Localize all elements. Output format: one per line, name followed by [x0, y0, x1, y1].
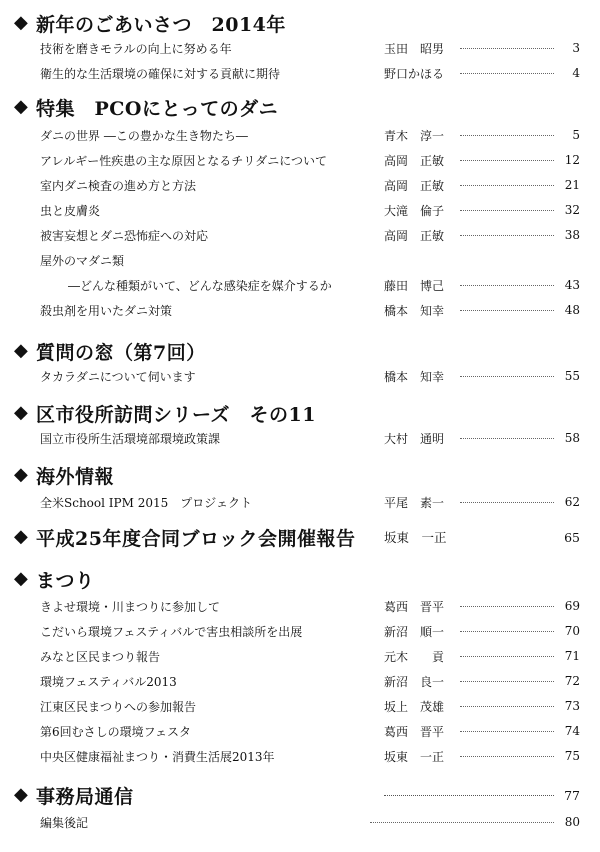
- section-heading[interactable]: [14, 336, 580, 366]
- entry-author: 玉田 昭男: [384, 41, 445, 56]
- toc-entry[interactable]: [40, 492, 580, 512]
- leader-dots: [460, 681, 554, 682]
- toc-entry[interactable]: [40, 38, 580, 58]
- entry-title: ―どんな種類がいて、どんな感染症を媒介するか: [68, 278, 332, 293]
- entry-page-number: 75: [564, 749, 580, 763]
- leader-dots: [460, 438, 554, 439]
- entry-title: 編集後記: [40, 815, 89, 830]
- section-title: 事務局通信: [36, 785, 134, 808]
- entry-page-number: 71: [564, 649, 580, 663]
- entry-title: 室内ダニ検査の進め方と方法: [40, 178, 197, 193]
- section-page-number: 65: [564, 529, 580, 545]
- entry-title: 被害妄想とダニ恐怖症への対応: [40, 228, 209, 243]
- diamond-bullet-icon: ◆: [14, 96, 28, 117]
- leader-dots: [460, 235, 554, 236]
- entry-page-number: 43: [564, 278, 580, 292]
- entry-author: 大滝 倫子: [384, 203, 445, 218]
- leader-dots: [460, 310, 554, 311]
- section-heading[interactable]: [14, 8, 580, 38]
- diamond-bullet-icon: ◆: [14, 568, 28, 589]
- entry-title: 全米School IPM 2015 プロジェクト: [40, 495, 252, 510]
- leader-dots: [460, 135, 554, 136]
- entry-author: 高岡 正敏: [384, 153, 445, 168]
- diamond-bullet-icon: ◆: [14, 526, 28, 547]
- diamond-bullet-icon: ◆: [14, 784, 28, 805]
- entry-author: 野口かほる: [384, 66, 445, 81]
- entry-title: 屋外のマダニ類: [40, 253, 125, 268]
- entry-author: 高岡 正敏: [384, 178, 445, 193]
- toc-entry[interactable]: [40, 696, 580, 716]
- toc-entry[interactable]: [40, 721, 580, 741]
- entry-author: 青木 淳一: [384, 128, 445, 143]
- diamond-bullet-icon: ◆: [14, 340, 28, 361]
- section-page-number: 77: [564, 787, 580, 803]
- entry-author: 大村 通明: [384, 431, 445, 446]
- section-title: 新年のごあいさつ 2014年: [36, 13, 286, 36]
- section-heading[interactable]: [14, 780, 580, 810]
- entry-page-number: 4: [572, 66, 580, 80]
- section-heading[interactable]: [14, 564, 580, 594]
- toc-entry[interactable]: [40, 671, 580, 691]
- entry-title: 環境フェスティバル2013: [40, 674, 177, 689]
- leader-dots: [460, 210, 554, 211]
- entry-page-number: 74: [564, 724, 580, 738]
- entry-page-number: 38: [564, 228, 580, 242]
- entry-author: 葛西 晋平: [384, 724, 445, 739]
- section-title: 平成25年度合同ブロック会開催報告: [36, 527, 356, 550]
- entry-title: 衛生的な生活環境の確保に対する貢献に期待: [40, 66, 281, 81]
- entry-author: 新沼 良一: [384, 674, 445, 689]
- entry-page-number: 73: [564, 699, 580, 713]
- entry-author: 新沼 順一: [384, 624, 445, 639]
- leader-dots: [460, 285, 554, 286]
- entry-title: きよせ環境・川まつりに参加して: [40, 599, 221, 614]
- leader-dots: [460, 756, 554, 757]
- toc-entry[interactable]: [40, 275, 580, 295]
- entry-author: 葛西 晋平: [384, 599, 445, 614]
- entry-page-number: 69: [564, 599, 580, 613]
- section-heading[interactable]: [14, 92, 580, 122]
- entry-title: 中央区健康福祉まつり・消費生活展2013年: [40, 749, 275, 764]
- toc-entry[interactable]: [40, 250, 580, 270]
- diamond-bullet-icon: ◆: [14, 12, 28, 33]
- toc-entry[interactable]: [40, 428, 580, 448]
- section-heading[interactable]: [14, 460, 580, 490]
- section-heading[interactable]: [14, 522, 580, 552]
- entry-title: 殺虫剤を用いたダニ対策: [40, 303, 173, 318]
- leader-dots: [460, 185, 554, 186]
- entry-page-number: 80: [564, 815, 580, 829]
- toc-entry[interactable]: [40, 175, 580, 195]
- toc-entry[interactable]: [40, 200, 580, 220]
- diamond-bullet-icon: ◆: [14, 402, 28, 423]
- diamond-bullet-icon: ◆: [14, 464, 28, 485]
- entry-title: 虫と皮膚炎: [40, 203, 101, 218]
- section-author: 坂東 一正: [384, 530, 447, 545]
- entry-author: 橋本 知幸: [384, 369, 445, 384]
- entry-page-number: 55: [564, 369, 580, 383]
- section-title: 海外情報: [36, 465, 115, 488]
- entry-page-number: 32: [564, 203, 580, 217]
- toc-entry[interactable]: [40, 646, 580, 666]
- entry-page-number: 12: [564, 153, 580, 167]
- entry-title: みなと区民まつり報告: [40, 649, 161, 664]
- toc-entry[interactable]: [40, 366, 580, 386]
- leader-dots: [460, 502, 554, 503]
- leader-dots: [460, 376, 554, 377]
- entry-author: 元木 貢: [384, 649, 445, 664]
- section-title: 質問の窓（第7回）: [36, 341, 206, 364]
- toc-entry[interactable]: [40, 150, 580, 170]
- entry-author: 平尾 素一: [384, 495, 445, 510]
- leader-dots: [460, 656, 554, 657]
- entry-author: 藤田 博己: [384, 278, 445, 293]
- entry-author: 橋本 知幸: [384, 303, 445, 318]
- toc-entry[interactable]: [40, 596, 580, 616]
- toc-entry[interactable]: [40, 125, 580, 145]
- section-heading[interactable]: [14, 398, 580, 428]
- entry-title: 技術を磨きモラルの向上に努める年: [40, 41, 232, 56]
- leader-dots: [460, 160, 554, 161]
- entry-page-number: 3: [572, 41, 580, 55]
- toc-entry[interactable]: [40, 812, 580, 832]
- entry-page-number: 5: [572, 128, 580, 142]
- entry-title: こだいら環境フェスティバルで害虫相談所を出展: [40, 624, 303, 639]
- leader-dots: [460, 631, 554, 632]
- leader-dots: [460, 73, 554, 74]
- entry-title: タカラダニについて伺います: [40, 369, 196, 384]
- entry-page-number: 58: [564, 431, 580, 445]
- entry-title: ダニの世界 ―この豊かな生き物たち―: [40, 128, 248, 143]
- toc-entry[interactable]: [40, 225, 580, 245]
- leader-dots: [460, 731, 554, 732]
- toc-entry[interactable]: [40, 63, 580, 83]
- entry-title: 第6回むさしの環境フェスタ: [40, 724, 192, 739]
- entry-page-number: 48: [564, 303, 580, 317]
- leader-dots: [370, 822, 554, 823]
- entry-title: 江東区民まつりへの参加報告: [40, 699, 197, 714]
- leader-dots: [460, 706, 554, 707]
- entry-page-number: 62: [564, 495, 580, 509]
- entry-title: アレルギー性疾患の主な原因となるチリダニについて: [40, 153, 327, 168]
- section-title: まつり: [36, 569, 95, 592]
- leader-dots: [384, 795, 554, 796]
- leader-dots: [460, 606, 554, 607]
- toc-entry[interactable]: [40, 300, 580, 320]
- leader-dots: [460, 48, 554, 49]
- entry-page-number: 21: [564, 178, 580, 192]
- entry-title: 国立市役所生活環境部環境政策課: [40, 431, 221, 446]
- entry-page-number: 72: [564, 674, 580, 688]
- entry-page-number: 70: [564, 624, 580, 638]
- entry-author: 坂東 一正: [384, 749, 445, 764]
- section-title: 特集 PCOにとってのダニ: [36, 97, 279, 120]
- toc-entry[interactable]: [40, 621, 580, 641]
- toc-entry[interactable]: [40, 746, 580, 766]
- entry-author: 坂上 茂雄: [384, 699, 445, 714]
- section-title: 区市役所訪問シリーズ その11: [36, 403, 316, 426]
- entry-author: 高岡 正敏: [384, 228, 445, 243]
